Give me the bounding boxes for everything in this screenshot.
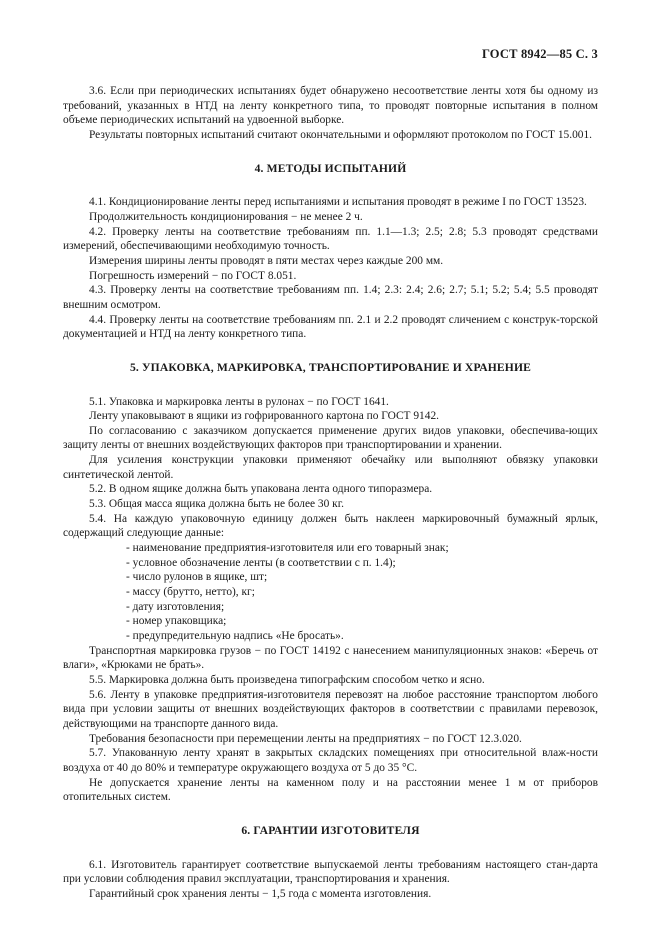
list-item: - номер упаковщика;	[126, 615, 227, 628]
paragraph-clause-3-6: 3.6. Если при периодических испытаниях будет обнаружено несоответствие ленты хотя бы одному из требований, указанных в НТД на ленту конкретного типа, то проводят повторные испытания в полном объеме периодических испытаний на удвоенной выборке.	[63, 85, 598, 127]
paragraph-clause-5-1-reinforce: Для усиления конструкции упаковки применяют обечайку или выполняют обвязку упаковки синтетической лентой.	[63, 454, 598, 481]
paragraph-clause-4-2-error: Погрешность измерений − по ГОСТ 8.051.	[89, 269, 297, 282]
list-item: - наименование предприятия-изготовителя или его товарный знак;	[126, 542, 449, 555]
document-body	[63, 84, 598, 902]
paragraph-clause-5-2: 5.2. В одном ящике должна быть упакована лента одного типоразмера.	[89, 483, 433, 496]
running-header: ГОСТ 8942—85 С. 3	[481, 47, 598, 61]
list-item: - массу (брутто, нетто), кг;	[126, 586, 255, 599]
paragraph-clause-4-2: 4.2. Проверку ленты на соответствие требованиям пп. 1.1—1.3; 2.5; 2.8; 5.3 проводят средствами измерений, обеспечивающими необходимую точность.	[63, 225, 598, 253]
paragraph-clause-5-6-safety: Требования безопасности при перемещении ленты на предприятиях − по ГОСТ 12.3.020.	[89, 732, 522, 745]
paragraph-clause-5-6: 5.6. Ленту в упаковке предприятия-изготовителя перевозят на любое расстояние транспортом любого вида при условии защиты от внешних воздействующих факторов в соответствии с правилами перевозок, действующими на транспорте данного вида.	[63, 688, 598, 730]
paragraph-clause-5-1-boxes: Ленту упаковывают в ящики из гофрированного картона по ГОСТ 9142.	[89, 410, 439, 423]
paragraph-clause-4-2-width: Измерения ширины ленты проводят в пяти местах через каждые 200 мм.	[89, 254, 444, 267]
paragraph-clause-5-3: 5.3. Общая масса ящика должна быть не более 30 кг.	[89, 498, 344, 511]
paragraph-clause-6-1: 6.1. Изготовитель гарантирует соответствие выпускаемой ленты требованиям настоящего стан-дарта при условии соблюдения правил эксплуатации, транспортирования и хранения.	[63, 858, 598, 886]
spacer	[63, 176, 598, 195]
paragraph-clause-5-1-agreement: По согласованию с заказчиком допускается применение других видов упаковки, обеспечива-ющих защиту ленты от внешних воздействующих факторов при транспортировании и хранении.	[63, 424, 598, 452]
paragraph-clause-4-1-duration: Продолжительность кондиционирования − не менее 2 ч.	[89, 210, 363, 223]
paragraph-clause-5-7-note: Не допускается хранение ленты на каменном полу и на расстоянии менее 1 м от приборов отопительных систем.	[63, 776, 598, 804]
paragraph-clause-5-7: 5.7. Упакованную ленту хранят в закрытых складских помещениях при относительной влаж-ности воздуха от 40 до 80% и температуре окружающего воздуха от 5 до 35 °С.	[63, 747, 598, 774]
paragraph-clause-6-1-term: Гарантийный срок хранения ленты − 1,5 года с момента изготовления.	[89, 887, 432, 900]
list-item: - предупредительную надпись «Не бросать».	[126, 630, 344, 642]
paragraph-clause-5-1: 5.1. Упаковка и маркировка ленты в рулонах − по ГОСТ 1641.	[89, 395, 389, 408]
label-requirements-list	[63, 541, 598, 644]
spacer	[63, 143, 598, 162]
paragraph-clause-4-4: 4.4. Проверку ленты на соответствие требованиям пп. 2.1 и 2.2 проводят сличением с конструк-торской документацией и НТД на ленту конкретного типа.	[63, 313, 598, 341]
list-item: - дату изготовления;	[126, 600, 225, 613]
heading-section-6: 6. ГАРАНТИИ ИЗГОТОВИТЕЛЯ	[241, 823, 420, 837]
heading-section-4: 4. МЕТОДЫ ИСПЫТАНИЙ	[254, 161, 407, 175]
paragraph-clause-4-3: 4.3. Проверку ленты на соответствие требованиям пп. 1.4; 2.3: 2.4; 2.6; 2.7; 5.1; 5.2; 5.4; 5.5 проводят внешним осмотром.	[63, 284, 598, 311]
spacer	[63, 839, 598, 858]
paragraph-clause-3-6-result: Результаты повторных испытаний считают окончательными и оформляют протоколом по ГОСТ 15.001.	[89, 128, 593, 141]
spacer	[63, 376, 598, 395]
paragraph-clause-4-1: 4.1. Кондиционирование ленты перед испытаниями и испытания проводят в режиме I по ГОСТ 13523.	[89, 196, 587, 209]
paragraph-clause-5-5: 5.5. Маркировка должна быть произведена типографским способом четко и ясно.	[89, 673, 485, 686]
paragraph-clause-5-4-transport: Транспортная маркировка грузов − по ГОСТ 14192 с нанесением манипуляционных знаков: «Беречь от влаги», «Крюками не брать».	[63, 644, 598, 672]
paragraph-clause-5-4: 5.4. На каждую упаковочную единицу должен быть наклеен маркировочный бумажный ярлык, содержащий следующие данные:	[63, 512, 598, 540]
spacer	[63, 805, 598, 824]
spacer	[63, 342, 598, 361]
list-item: - число рулонов в ящике, шт;	[126, 571, 268, 584]
list-item: - условное обозначение ленты (в соответствии с п. 1.4);	[126, 556, 396, 569]
heading-section-5: 5. УПАКОВКА, МАРКИРОВКА, ТРАНСПОРТИРОВАНИЕ И ХРАНЕНИЕ	[129, 360, 531, 374]
